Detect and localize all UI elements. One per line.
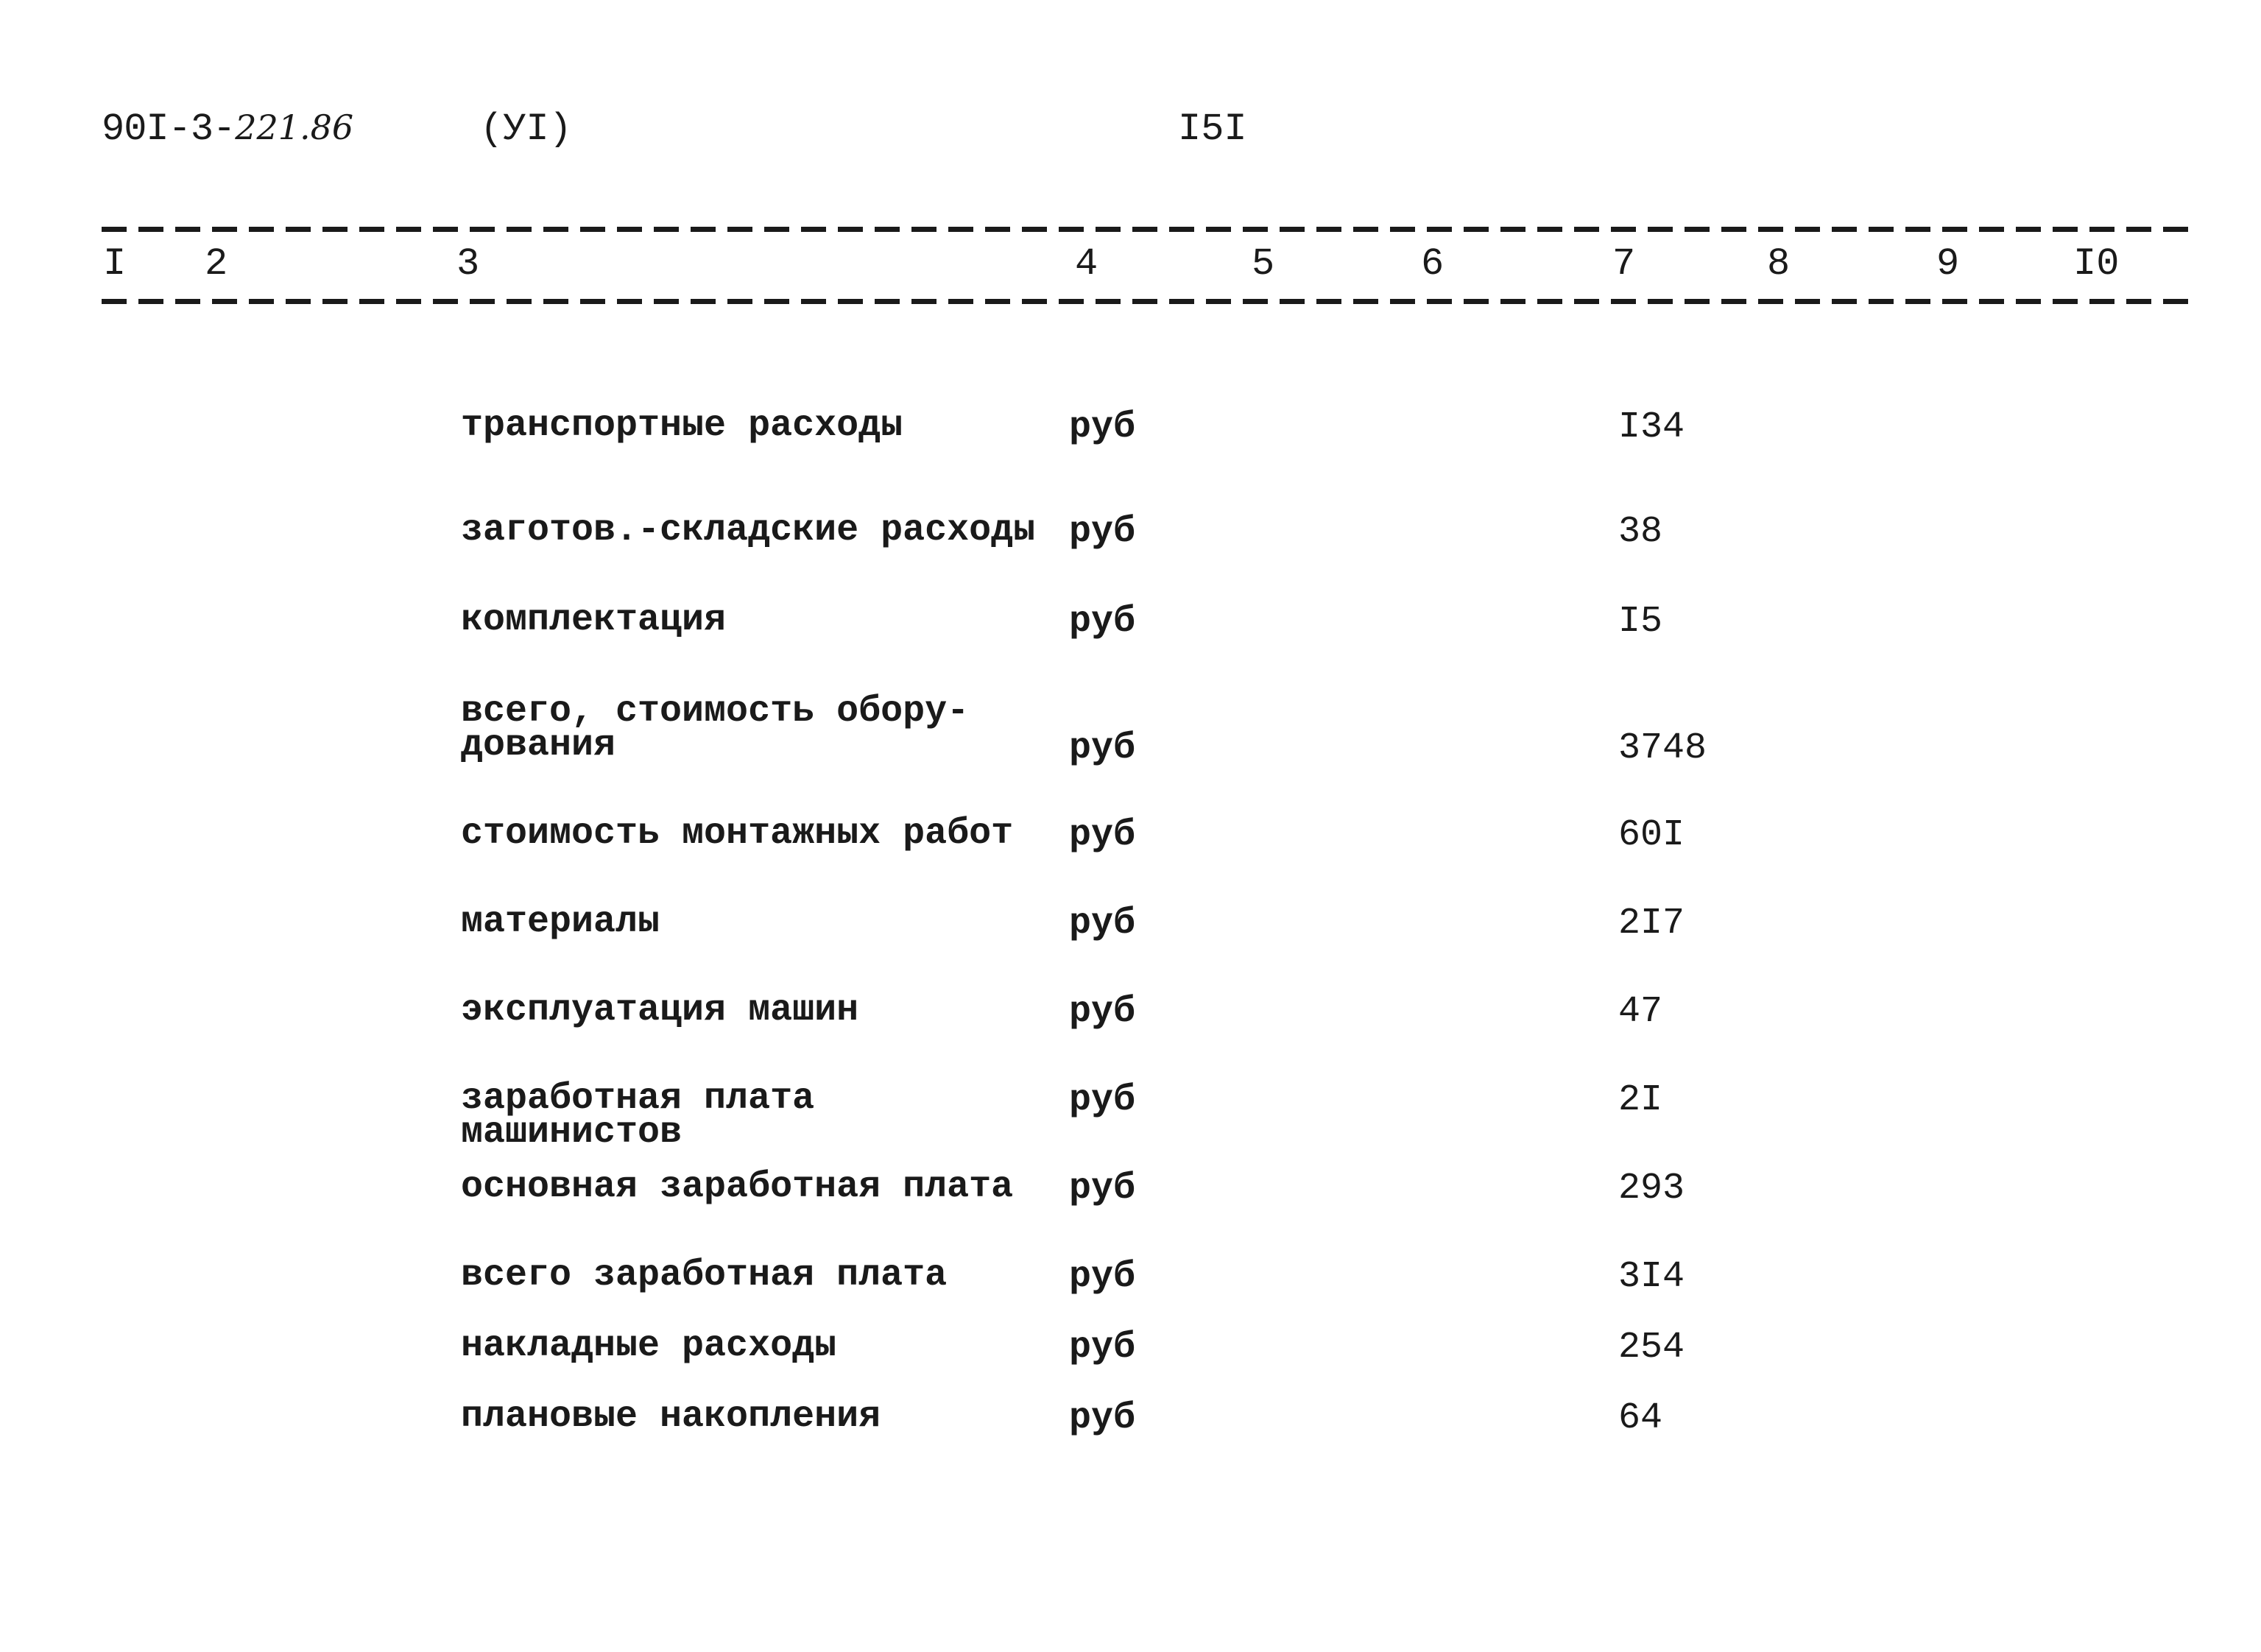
row-label: комплектация [461, 599, 727, 641]
row-label: заработная плата машинистов [461, 1078, 815, 1154]
column-number-3: 3 [456, 242, 480, 286]
row-unit: руб [1069, 1079, 1136, 1121]
column-number-4: 4 [1075, 242, 1098, 286]
row-label: плановые накопления [461, 1396, 881, 1438]
row-label: основная заработная плата [461, 1166, 1014, 1208]
row-label: транспортные расходы [461, 405, 903, 447]
column-number-10: I0 [2073, 242, 2120, 286]
table-header-top-rule [102, 227, 2200, 232]
row-unit: руб [1069, 1327, 1136, 1369]
row-value: 47 [1618, 991, 1663, 1033]
row-value: 2I7 [1618, 903, 1685, 945]
row-value: I5 [1618, 601, 1663, 643]
table-header-bottom-rule [102, 299, 2200, 304]
row-label: всего, стоимость обору- дования [461, 691, 970, 766]
row-unit: руб [1069, 991, 1136, 1033]
column-number-1: I [103, 242, 127, 286]
document-code-handwritten: 221.86 [235, 107, 354, 147]
document-code-prefix: 90I-3- [102, 107, 236, 151]
row-label: стоимость монтажных работ [461, 813, 1014, 855]
row-label: эксплуатация машин [461, 989, 859, 1031]
column-number-9: 9 [1936, 242, 1960, 286]
row-value: 38 [1618, 511, 1663, 553]
row-label: всего заработная плата [461, 1254, 948, 1296]
document-code [102, 107, 354, 151]
row-label: заготов.-складские расходы [461, 509, 1036, 551]
row-unit: руб [1069, 1256, 1136, 1298]
column-number-6: 6 [1421, 242, 1445, 286]
row-unit: руб [1069, 511, 1136, 553]
row-value: 3748 [1618, 727, 1707, 769]
column-number-7: 7 [1612, 242, 1636, 286]
row-unit: руб [1069, 406, 1136, 448]
row-value: 3I4 [1618, 1256, 1685, 1298]
row-unit: руб [1069, 1168, 1136, 1210]
row-unit: руб [1069, 601, 1136, 643]
row-unit: руб [1069, 727, 1136, 769]
row-value: I34 [1618, 406, 1685, 448]
page-number: I5I [1178, 107, 1247, 151]
row-value: 64 [1618, 1397, 1663, 1439]
row-value: 293 [1618, 1168, 1685, 1210]
row-value: 254 [1618, 1327, 1685, 1369]
row-unit: руб [1069, 903, 1136, 945]
row-unit: руб [1069, 1397, 1136, 1439]
column-number-5: 5 [1252, 242, 1275, 286]
row-label: материалы [461, 901, 660, 943]
row-label: накладные расходы [461, 1325, 837, 1367]
row-value: 2I [1618, 1079, 1663, 1121]
volume-label: (УI) [480, 107, 572, 151]
column-number-2: 2 [205, 242, 228, 286]
row-value: 60I [1618, 814, 1685, 856]
row-unit: руб [1069, 814, 1136, 856]
column-number-8: 8 [1767, 242, 1791, 286]
